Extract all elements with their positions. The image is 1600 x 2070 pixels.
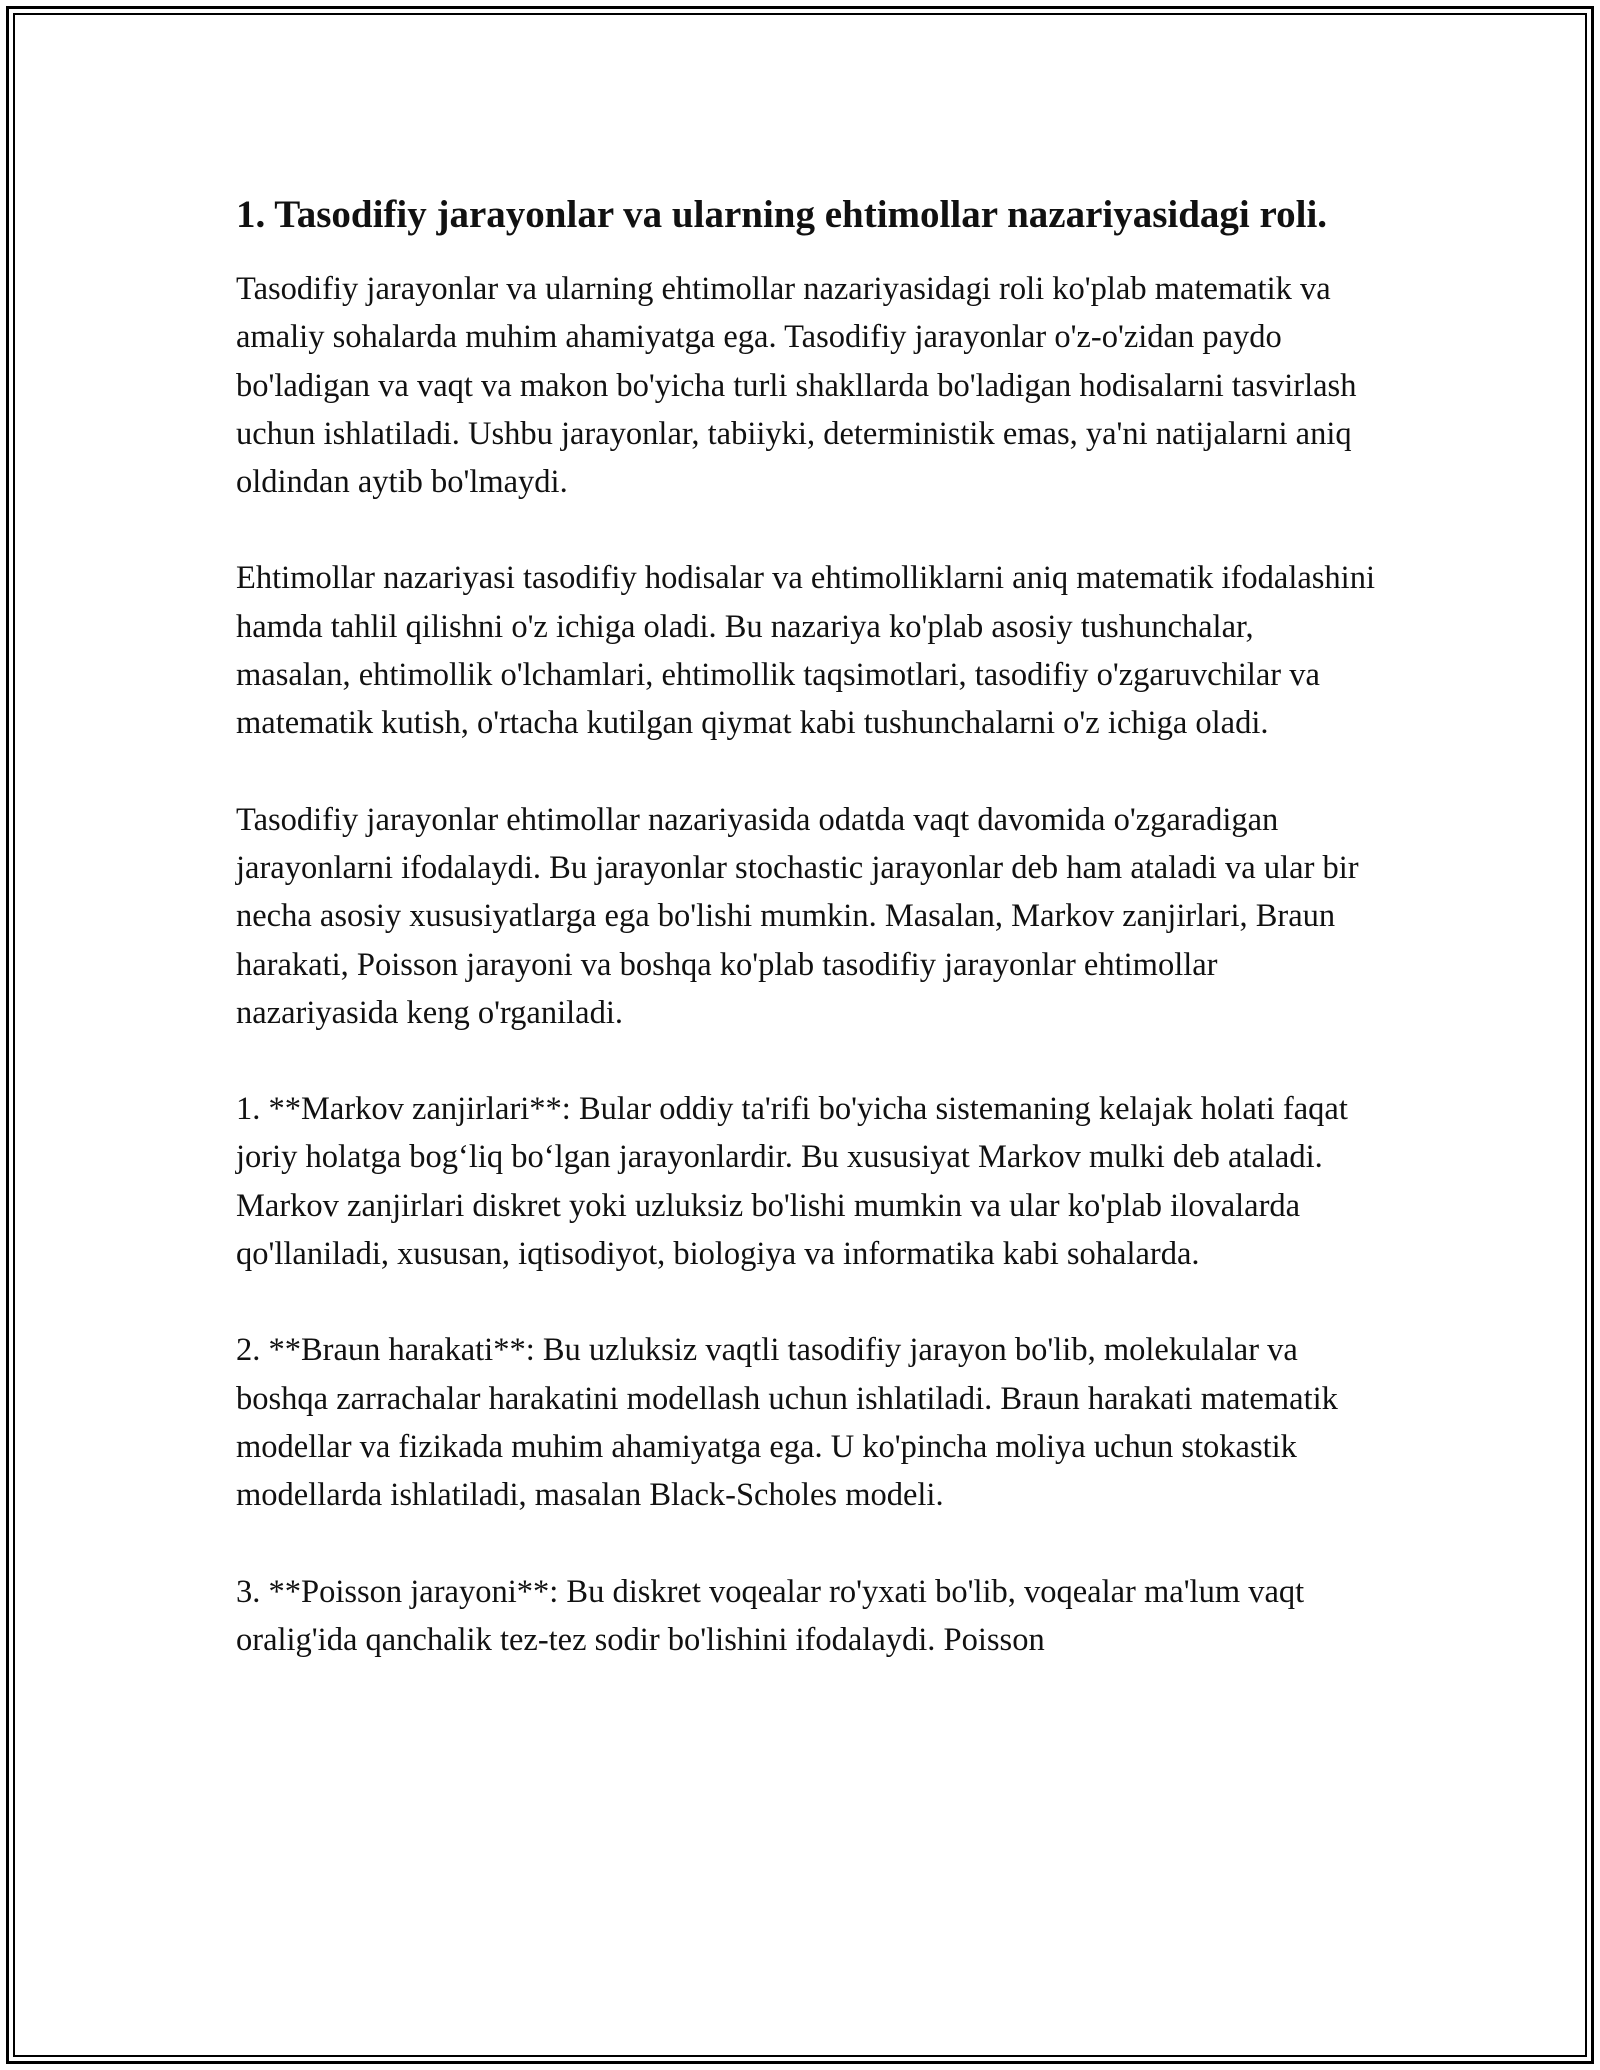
paragraph-probability-theory: Ehtimollar nazariyasi tasodifiy hodisalar va ehtimolliklarni aniq matematik ifodalashini hamda tahlil qilishni o'z ichiga oladi. Bu nazariya ko'plab asosiy tushunchalar, masalan, ehtimollik o'lchamlari, ehtimollik taqsimotlari, tasodifiy o'zgaruvchilar va matematik kutish, o'rtacha kutilgan qiymat kabi tushunchalarni o'z ichiga oladi. [236,560,1375,742]
paragraph-poisson-process: 3. **Poisson jarayoni**: Bu diskret voqealar ro'yxati bo'lib, voqealar ma'lum vaqt oralig'ida qanchalik tez-tez sodir bo'lishini ifodalaydi. Poisson [236,1573,1305,1658]
section-title: 1. Tasodifiy jarayonlar va ularning ehtimollar nazariyasidagi roli. [236,193,1328,236]
paragraph-intro: Tasodifiy jarayonlar va ularning ehtimollar nazariyasidagi roli ko'plab matematik va amaliy sohalarda muhim ahamiyatga ega. Tasodifiy jarayonlar o'z-o'zidan paydo bo'ladigan va vaqt va makon bo'yicha turli shakllarda bo'ladigan hodisalarni tasvirlash uchun ishlatiladi. Ushbu jarayonlar, tabiiyki, deterministik emas, ya'ni natijalarni aniq oldindan aytib bo'lmaydi. [236,271,1357,501]
paragraph-markov-chains: 1. **Markov zanjirlari**: Bular oddiy ta'rifi bo'yicha sistemaning kelajak holati faqat joriy holatga bog‘liq bo‘lgan jarayonlardir. Bu xususiyat Markov mulki deb ataladi. Markov zanjirlari diskret yoki uzluksiz bo'lishi mumkin va ular ko'plab ilovalarda qo'llaniladi, xususan, iqtisodiyot, biologiya va informatika kabi sohalarda. [236,1091,1348,1273]
paragraph-brownian-motion: 2. **Braun harakati**: Bu uzluksiz vaqtli tasodifiy jarayon bo'lib, molekulalar va boshqa zarrachalar harakatini modellash uchun ishlatiladi. Braun harakati matematik modellar va fizikada muhim ahamiyatga ega. U ko'pincha moliya uchun stokastik modellarda ishlatiladi, masalan Black-Scholes modeli. [236,1332,1338,1514]
document-body [236,186,1376,1712]
paragraph-stochastic-processes: Tasodifiy jarayonlar ehtimollar nazariyasida odatda vaqt davomida o'zgaradigan jarayonlarni ifodalaydi. Bu jarayonlar stochastic jarayonlar deb ham ataladi va ular bir necha asosiy xususiyatlarga ega bo'lishi mumkin. Masalan, Markov zanjirlari, Braun harakati, Poisson jarayoni va boshqa ko'plab tasodifiy jarayonlar ehtimollar nazariyasida keng o'rganiladi. [236,801,1359,1031]
